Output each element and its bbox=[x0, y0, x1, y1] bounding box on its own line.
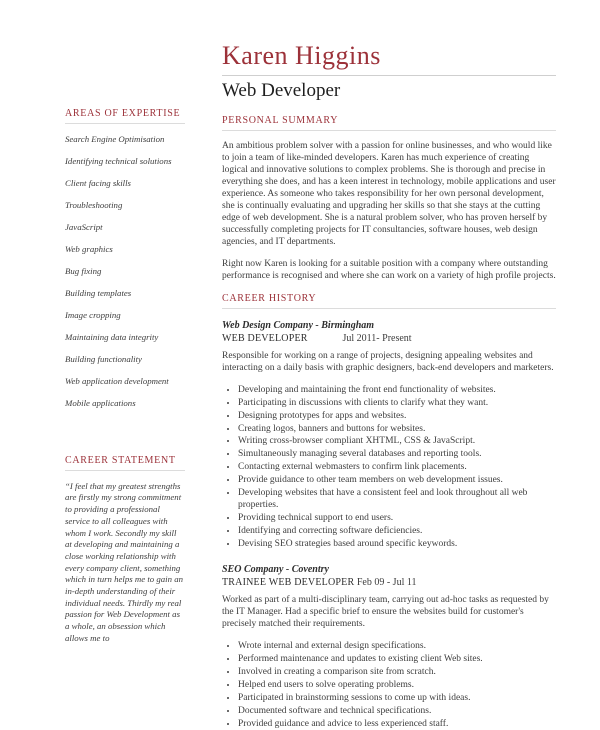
career-history-heading: CAREER HISTORY bbox=[222, 293, 556, 309]
expertise-item: Search Engine Optimisation bbox=[65, 134, 165, 144]
job-duty-item: • Wrote internal and external design specifications. bbox=[238, 641, 556, 653]
job-duty-item: • Creating logos, banners and buttons for websites. bbox=[238, 424, 556, 436]
job-entry-2 bbox=[222, 563, 556, 730]
candidate-name: Karen Higgins bbox=[222, 41, 381, 70]
expertise-item: Image cropping bbox=[65, 309, 121, 320]
job-duty-item: • Documented software and technical specifications. bbox=[238, 706, 556, 718]
job-duty-item: • Participating in discussions with clients to clarify what they want. bbox=[238, 398, 556, 410]
job-duty-item: • Participated in brainstorming sessions to come up with ideas. bbox=[238, 693, 556, 705]
personal-summary-heading: PERSONAL SUMMARY bbox=[222, 115, 556, 131]
job-dates: Jul 2011- Present bbox=[342, 332, 412, 344]
job-duty-item: • Writing cross-browser compliant XHTML, CSS & JavaScript. bbox=[238, 436, 556, 448]
job-duties-list bbox=[222, 641, 556, 730]
career-statement-heading: CAREER STATEMENT bbox=[65, 455, 185, 471]
expertise-list bbox=[65, 134, 185, 409]
job-duty-item: • Provide guidance to other team members on web development issues. bbox=[238, 475, 556, 487]
job-summary: Responsible for working on a range of projects, designing appealing websites and interacting on a daily basis with graphic designers, back-end developers and marketers. bbox=[222, 350, 554, 373]
personal-summary-section bbox=[222, 115, 556, 283]
resume-header bbox=[222, 42, 556, 102]
career-history-section bbox=[222, 293, 556, 730]
expertise-item: Building functionality bbox=[65, 353, 142, 364]
expertise-item: Identifying technical solutions bbox=[65, 155, 172, 166]
areas-of-expertise-heading: AREAS OF EXPERTISE bbox=[65, 108, 185, 124]
job-duty-item: • Performed maintenance and updates to existing client Web sites. bbox=[238, 654, 556, 666]
job-duty-item: • Helped end users to solve operating problems. bbox=[238, 680, 556, 692]
header-divider bbox=[222, 75, 556, 76]
job-role-row bbox=[222, 576, 556, 589]
job-entry-1 bbox=[222, 319, 556, 552]
job-duty-item: • Involved in creating a comparison site from scratch. bbox=[238, 667, 556, 679]
job-duty-item: • Developing websites that have a consistent feel and look throughout all web properties. bbox=[238, 488, 556, 512]
expertise-item: Building templates bbox=[65, 287, 132, 298]
job-role: WEB DEVELOPER bbox=[222, 332, 308, 344]
expertise-item: JavaScript bbox=[65, 221, 103, 232]
expertise-item: Bug fixing bbox=[65, 265, 102, 276]
candidate-job-title: Web Developer bbox=[222, 80, 341, 101]
job-duty-item: • Providing technical support to end users. bbox=[238, 513, 556, 525]
expertise-item: Mobile applications bbox=[65, 397, 136, 408]
job-summary: Worked as part of a multi-disciplinary team, carrying out ad-hoc tasks as requested by the IT Manager. Had a specific brief to ensure the websites build for customer's precisely matched their requirements. bbox=[222, 595, 549, 630]
sidebar bbox=[65, 42, 185, 714]
job-duty-item: • Identifying and correcting software deficiencies. bbox=[238, 526, 556, 538]
job-role-row bbox=[222, 332, 556, 345]
job-company: Web Design Company - Birmingham bbox=[222, 319, 375, 331]
job-duty-item: • Contacting external webmasters to confirm link placements. bbox=[238, 462, 556, 474]
job-duty-item: • Provided guidance and advice to less experienced staff. bbox=[238, 719, 556, 730]
job-duties-list bbox=[222, 385, 556, 552]
expertise-item: Troubleshooting bbox=[65, 199, 123, 210]
expertise-item: Web application development bbox=[65, 375, 169, 386]
job-duty-item: • Developing and maintaining the front end functionality of websites. bbox=[238, 385, 556, 397]
main-content bbox=[222, 41, 556, 729]
expertise-item: Web graphics bbox=[65, 243, 113, 254]
career-statement-text: “I feel that my greatest strengths are firstly my strong commitment to providing a professional service to all colleagues with whom I work. Secondly my skill at developing and maintaining a close working relationship with every company client, something which in turn helps me to gain an in-depth understanding of their individual needs. Thirdly my real passion for Web Development as a whole, an obsession which allows me to bbox=[65, 480, 184, 643]
job-duty-item: • Designing prototypes for apps and websites. bbox=[238, 411, 556, 423]
personal-summary-paragraph-1: An ambitious problem solver with a passion for online businesses, and who would like to join a team of like-minded developers. Karen has much experience of creating logical and innovative solutions to complex problems. She is thorough and precise in everything she does, and has a keen interest in technology, mobile applications and user experience. As someone who takes responsibility for her own personal development, she is continually evaluating and upgrading her skills so that she stays at the cutting edge of web development. She is a natural problem solver, who has proven herself by successfully completing projects for IT consultancies, software houses, web design agencies, and IT departments. bbox=[222, 141, 556, 247]
expertise-item: Maintaining data integrity bbox=[65, 331, 159, 342]
areas-of-expertise-section bbox=[65, 108, 185, 409]
job-duty-item: • Simultaneously managing several databases and reporting tools. bbox=[238, 449, 556, 461]
job-role: TRAINEE WEB DEVELOPER bbox=[222, 577, 355, 589]
career-statement-section bbox=[65, 455, 185, 645]
expertise-item: Client facing skills bbox=[65, 177, 131, 188]
personal-summary-paragraph-2: Right now Karen is looking for a suitable position with a company where outstanding performance is recognised and where she can work on a variety of high profile projects. bbox=[222, 258, 556, 281]
job-company: SEO Company - Coventry bbox=[222, 564, 329, 576]
job-duty-item: • Devising SEO strategies based around specific keywords. bbox=[238, 539, 556, 551]
job-dates: Feb 09 - Jul 11 bbox=[356, 577, 417, 589]
